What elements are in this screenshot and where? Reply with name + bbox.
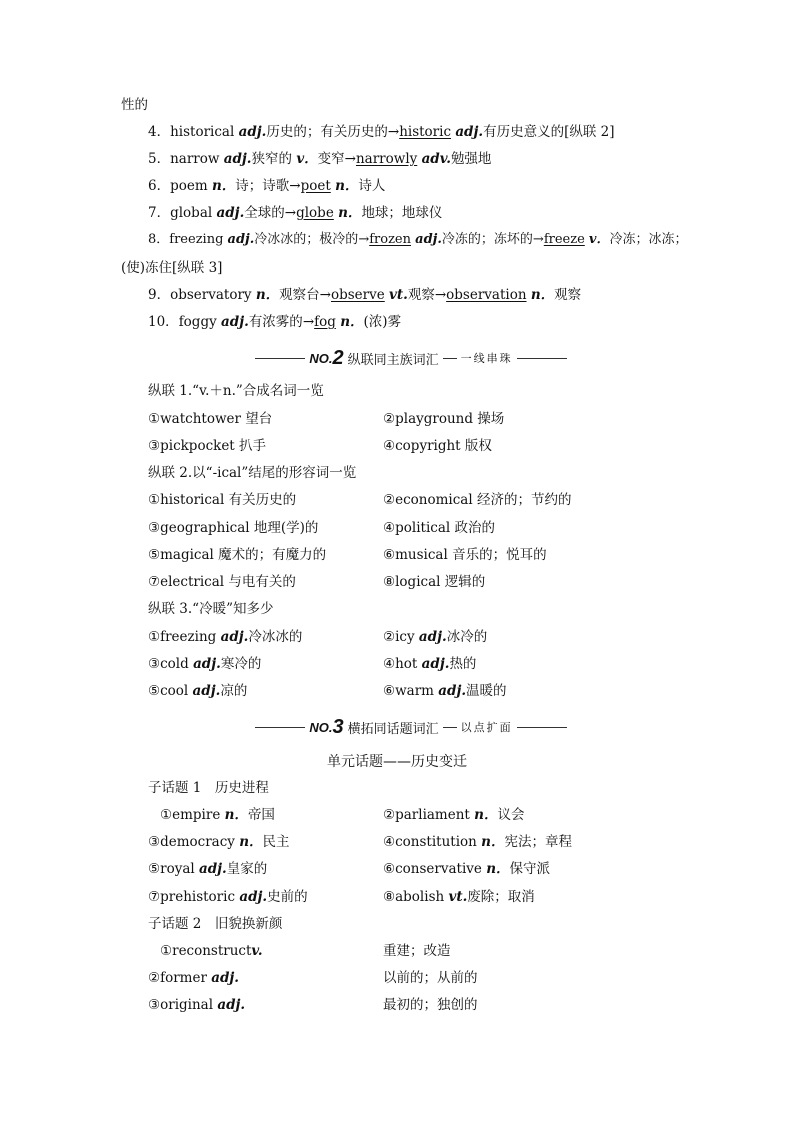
list-item: ③pickpocket 扒手 <box>148 438 267 454</box>
list-item: ⑧abolish vt.废除；取消 <box>383 889 535 905</box>
vocab-entry-8-continued: (使)冻住[纵联 3] <box>121 260 223 276</box>
vocab-continuation: 性的 <box>121 97 148 113</box>
list-item: ④political 政治的 <box>383 520 495 536</box>
list-item: ④hot adj.热的 <box>383 656 477 672</box>
list-item: ⑦prehistoric adj.史前的 <box>148 889 308 905</box>
list-item: ①freezing adj.冷冰冰的 <box>148 629 303 645</box>
list-item: ⑥warm adj.温暖的 <box>383 683 507 699</box>
list-item: ⑤royal adj.皇家的 <box>148 861 268 877</box>
section-3-subtitle: 以点扩面 <box>460 721 513 734</box>
list-item: ③cold adj.寒冷的 <box>148 656 262 672</box>
list-item: ⑧logical 逻辑的 <box>383 574 486 590</box>
list-item: ⑤cool adj.凉的 <box>148 683 248 699</box>
header-rule-left <box>255 727 305 728</box>
list-item-definition: 以前的；从前的 <box>383 970 478 986</box>
group-2-title: 纵联 2.以“-ical”结尾的形容词一览 <box>148 465 357 481</box>
list-item: ⑤magical 魔术的；有魔力的 <box>148 547 327 563</box>
list-item: ④constitution n．宪法；章程 <box>383 834 572 850</box>
vocab-entry-5: 5．narrow adj.狭窄的 v．变窄→narrowly adv.勉强地 <box>148 151 492 167</box>
related-word: narrowly <box>355 151 418 167</box>
related-word: freeze <box>543 232 585 247</box>
vocab-entry-10: 10．foggy adj.有浓雾的→fog n．(浓)雾 <box>148 314 402 330</box>
header-rule-right <box>517 358 567 359</box>
list-item: ④copyright 版权 <box>383 438 492 454</box>
list-item-definition: 重建；改造 <box>383 943 451 959</box>
related-word: observe <box>330 287 385 303</box>
section-2-subtitle: 一线串珠 <box>460 352 513 365</box>
arrow-icon: → <box>284 205 297 221</box>
section-3-header: NO. 3 横拓同话题词汇 以点扩面 <box>255 716 567 738</box>
header-dash <box>443 727 457 728</box>
header-rule-left <box>255 358 305 359</box>
related-word: globe <box>296 205 334 221</box>
arrow-icon: → <box>302 314 315 330</box>
arrow-icon: → <box>289 178 301 194</box>
list-item: ②former adj. <box>148 970 240 986</box>
list-item-definition: 最初的；独创的 <box>383 997 478 1013</box>
related-word: fog <box>314 314 336 330</box>
related-word: historic <box>399 124 452 140</box>
list-item: ②playground 操场 <box>383 411 505 427</box>
unit-topic-title: 单元话题——历史变迁 <box>327 754 467 770</box>
list-item: ③democracy n．民主 <box>148 834 290 850</box>
group-3-title: 纵联 3.“冷暖”知多少 <box>148 601 274 617</box>
arrow-icon: → <box>344 151 356 167</box>
list-item: ②icy adj.冰冷的 <box>383 629 488 645</box>
list-item: ③original adj. <box>148 997 246 1013</box>
arrow-icon: → <box>319 287 331 303</box>
list-item: ②economical 经济的；节约的 <box>383 492 572 508</box>
vocab-entry-6: 6．poem n．诗；诗歌→poet n．诗人 <box>148 178 386 194</box>
list-item: ①reconstructv. <box>160 943 263 959</box>
arrow-icon: → <box>387 124 400 140</box>
list-item: ⑥musical 音乐的；悦耳的 <box>383 547 547 563</box>
arrow-icon: → <box>434 287 447 303</box>
vocab-entry-4: 4．historical adj.历史的；有关历史的→historic adj.有历史意义的[纵联 2] <box>148 124 615 140</box>
subtopic-1-title: 子话题 1 历史进程 <box>148 780 269 796</box>
arrow-icon: → <box>358 232 370 247</box>
list-item: ②parliament n．议会 <box>383 807 525 823</box>
list-item: ③geographical 地理(学)的 <box>148 520 319 536</box>
section-2-header: NO. 2 纵联同主族词汇 一线串珠 <box>255 347 567 369</box>
vocab-entry-8: 8．freezing adj.冷冰冰的；极冷的→frozen adj.冷冻的；冻坏的→freeze v．冷冻；冰冻； <box>148 232 688 247</box>
list-item: ①historical 有关历史的 <box>148 492 297 508</box>
section-3-title: 横拓同话题词汇 <box>347 721 439 737</box>
related-word: observation <box>446 287 527 303</box>
subtopic-2-title: 子话题 2 旧貌换新颜 <box>148 916 283 932</box>
related-word: poet <box>300 178 331 194</box>
vocab-entry-9: 9．observatory n．观察台→observe vt.观察→observation n．观察 <box>148 287 582 303</box>
section-2-title: 纵联同主族词汇 <box>347 352 439 368</box>
list-item: ⑥conservative n．保守派 <box>383 861 551 877</box>
related-word: frozen <box>369 232 411 247</box>
group-1-title: 纵联 1.“v.＋n.”合成名词一览 <box>148 383 324 399</box>
list-item: ①watchtower 望台 <box>148 411 273 427</box>
arrow-icon: → <box>532 232 544 247</box>
vocab-entry-7: 7．global adj.全球的→globe n．地球；地球仪 <box>148 205 443 221</box>
list-item: ⑦electrical 与电有关的 <box>148 574 296 590</box>
header-dash <box>443 358 457 359</box>
list-item: ①empire n．帝国 <box>160 807 275 823</box>
header-rule-right <box>517 727 567 728</box>
